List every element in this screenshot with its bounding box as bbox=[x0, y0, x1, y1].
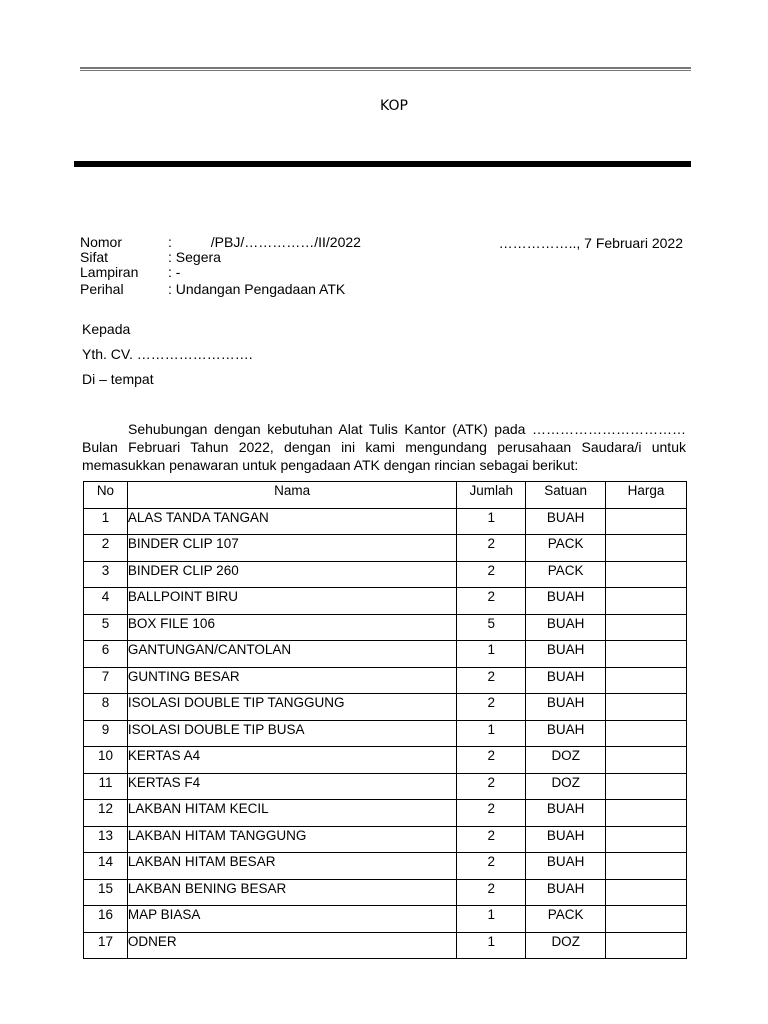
cell-harga[interactable] bbox=[606, 694, 687, 721]
cell-satuan: PACK bbox=[526, 561, 606, 588]
cell-nama: MAP BIASA bbox=[127, 906, 456, 933]
cell-jumlah: 1 bbox=[457, 932, 526, 959]
cell-nama: KERTAS F4 bbox=[127, 773, 456, 800]
cell-no: 14 bbox=[84, 853, 128, 880]
table-row bbox=[84, 879, 687, 906]
cell-jumlah: 2 bbox=[457, 800, 526, 827]
cell-satuan: BUAH bbox=[526, 853, 606, 880]
cell-nama: LAKBAN HITAM KECIL bbox=[127, 800, 456, 827]
cell-nama: GANTUNGAN/CANTOLAN bbox=[127, 641, 456, 668]
table-row bbox=[84, 694, 687, 721]
cell-harga[interactable] bbox=[606, 535, 687, 562]
cell-no: 10 bbox=[84, 747, 128, 774]
cell-jumlah: 2 bbox=[457, 667, 526, 694]
items-table bbox=[83, 481, 687, 959]
cell-satuan: DOZ bbox=[526, 747, 606, 774]
cell-jumlah: 2 bbox=[457, 853, 526, 880]
cell-no: 12 bbox=[84, 800, 128, 827]
cell-harga[interactable] bbox=[606, 561, 687, 588]
cell-jumlah: 2 bbox=[457, 588, 526, 615]
cell-satuan: BUAH bbox=[526, 800, 606, 827]
cell-jumlah: 2 bbox=[457, 694, 526, 721]
cell-satuan: PACK bbox=[526, 535, 606, 562]
cell-jumlah: 5 bbox=[457, 614, 526, 641]
address-kepada: Kepada bbox=[82, 321, 131, 337]
header-nama: Nama bbox=[127, 482, 456, 509]
cell-nama: KERTAS A4 bbox=[127, 747, 456, 774]
table-row bbox=[84, 906, 687, 933]
cell-no: 15 bbox=[84, 879, 128, 906]
table-row bbox=[84, 641, 687, 668]
cell-satuan: BUAH bbox=[526, 826, 606, 853]
cell-harga[interactable] bbox=[606, 641, 687, 668]
table-row bbox=[84, 561, 687, 588]
cell-nama: BOX FILE 106 bbox=[127, 614, 456, 641]
table-row bbox=[84, 773, 687, 800]
cell-no: 13 bbox=[84, 826, 128, 853]
cell-jumlah: 1 bbox=[457, 641, 526, 668]
letterhead-kop: KOP bbox=[380, 98, 408, 114]
address-place: Di – tempat bbox=[82, 371, 154, 387]
cell-jumlah: 2 bbox=[457, 747, 526, 774]
sifat-value: : Segera bbox=[168, 249, 221, 265]
cell-no: 7 bbox=[84, 667, 128, 694]
cell-harga[interactable] bbox=[606, 773, 687, 800]
table-row bbox=[84, 720, 687, 747]
header-satuan: Satuan bbox=[526, 482, 606, 509]
table-row bbox=[84, 747, 687, 774]
cell-satuan: BUAH bbox=[526, 694, 606, 721]
nomor-label: Nomor bbox=[80, 234, 123, 250]
sifat-label: Sifat bbox=[80, 249, 109, 265]
perihal-value: : Undangan Pengadaan ATK bbox=[168, 281, 346, 297]
cell-harga[interactable] bbox=[606, 588, 687, 615]
cell-nama: BINDER CLIP 107 bbox=[127, 535, 456, 562]
lampiran-value: : - bbox=[168, 264, 181, 280]
cell-harga[interactable] bbox=[606, 720, 687, 747]
cell-satuan: BUAH bbox=[526, 588, 606, 615]
cell-no: 3 bbox=[84, 561, 128, 588]
table-header-row bbox=[84, 482, 687, 509]
header-harga: Harga bbox=[606, 482, 687, 509]
cell-harga[interactable] bbox=[606, 853, 687, 880]
letterhead-top-rule bbox=[80, 67, 691, 71]
cell-nama: BINDER CLIP 260 bbox=[127, 561, 456, 588]
table-row bbox=[84, 614, 687, 641]
cell-satuan: PACK bbox=[526, 906, 606, 933]
cell-satuan: BUAH bbox=[526, 720, 606, 747]
cell-harga[interactable] bbox=[606, 826, 687, 853]
cell-nama: ISOLASI DOUBLE TIP BUSA bbox=[127, 720, 456, 747]
nomor-value: : /PBJ/……………/II/2022 bbox=[168, 234, 361, 250]
cell-satuan: DOZ bbox=[526, 773, 606, 800]
cell-satuan: BUAH bbox=[526, 667, 606, 694]
cell-jumlah: 2 bbox=[457, 561, 526, 588]
cell-harga[interactable] bbox=[606, 932, 687, 959]
cell-satuan: BUAH bbox=[526, 614, 606, 641]
table-row bbox=[84, 853, 687, 880]
cell-satuan: BUAH bbox=[526, 641, 606, 668]
cell-jumlah: 1 bbox=[457, 906, 526, 933]
cell-harga[interactable] bbox=[606, 614, 687, 641]
table-row bbox=[84, 800, 687, 827]
cell-harga[interactable] bbox=[606, 800, 687, 827]
cell-satuan: DOZ bbox=[526, 932, 606, 959]
cell-satuan: BUAH bbox=[526, 508, 606, 535]
cell-jumlah: 2 bbox=[457, 535, 526, 562]
body-paragraph-text: Sehubungan dengan kebutuhan Alat Tulis Kantor (ATK) pada …………………………… Bulan Februari Tahun 2022, dengan ini kami mengundang perusahaan Saudara/i untuk memasukkan penawaran untuk pengadaan ATK dengan rincian sebagai berikut: bbox=[82, 421, 686, 473]
cell-harga[interactable] bbox=[606, 747, 687, 774]
cell-no: 16 bbox=[84, 906, 128, 933]
cell-jumlah: 2 bbox=[457, 826, 526, 853]
cell-nama: LAKBAN BENING BESAR bbox=[127, 879, 456, 906]
cell-no: 2 bbox=[84, 535, 128, 562]
cell-no: 9 bbox=[84, 720, 128, 747]
cell-nama: GUNTING BESAR bbox=[127, 667, 456, 694]
table-row bbox=[84, 932, 687, 959]
table-row bbox=[84, 826, 687, 853]
cell-harga[interactable] bbox=[606, 667, 687, 694]
cell-nama: LAKBAN HITAM TANGGUNG bbox=[127, 826, 456, 853]
cell-no: 4 bbox=[84, 588, 128, 615]
cell-harga[interactable] bbox=[606, 906, 687, 933]
cell-nama: ALAS TANDA TANGAN bbox=[127, 508, 456, 535]
cell-satuan: BUAH bbox=[526, 879, 606, 906]
cell-nama: ODNER bbox=[127, 932, 456, 959]
header-no: No bbox=[84, 482, 128, 509]
header-jumlah: Jumlah bbox=[457, 482, 526, 509]
letterhead-divider bbox=[74, 161, 691, 167]
lampiran-label: Lampiran bbox=[80, 264, 139, 280]
cell-harga[interactable] bbox=[606, 508, 687, 535]
cell-nama: LAKBAN HITAM BESAR bbox=[127, 853, 456, 880]
cell-jumlah: 1 bbox=[457, 720, 526, 747]
cell-jumlah: 2 bbox=[457, 879, 526, 906]
perihal-label: Perihal bbox=[80, 281, 124, 297]
table-row bbox=[84, 535, 687, 562]
cell-no: 1 bbox=[84, 508, 128, 535]
cell-no: 17 bbox=[84, 932, 128, 959]
cell-no: 6 bbox=[84, 641, 128, 668]
cell-no: 11 bbox=[84, 773, 128, 800]
cell-harga[interactable] bbox=[606, 879, 687, 906]
cell-no: 5 bbox=[84, 614, 128, 641]
table-row bbox=[84, 588, 687, 615]
cell-no: 8 bbox=[84, 694, 128, 721]
table-row bbox=[84, 508, 687, 535]
address-recipient: Yth. CV. ……………………. bbox=[82, 346, 253, 362]
cell-nama: BALLPOINT BIRU bbox=[127, 588, 456, 615]
body-paragraph bbox=[82, 420, 686, 474]
letter-date: …………….., 7 Februari 2022 bbox=[498, 235, 683, 251]
cell-jumlah: 2 bbox=[457, 773, 526, 800]
cell-nama: ISOLASI DOUBLE TIP TANGGUNG bbox=[127, 694, 456, 721]
cell-jumlah: 1 bbox=[457, 508, 526, 535]
table-row bbox=[84, 667, 687, 694]
